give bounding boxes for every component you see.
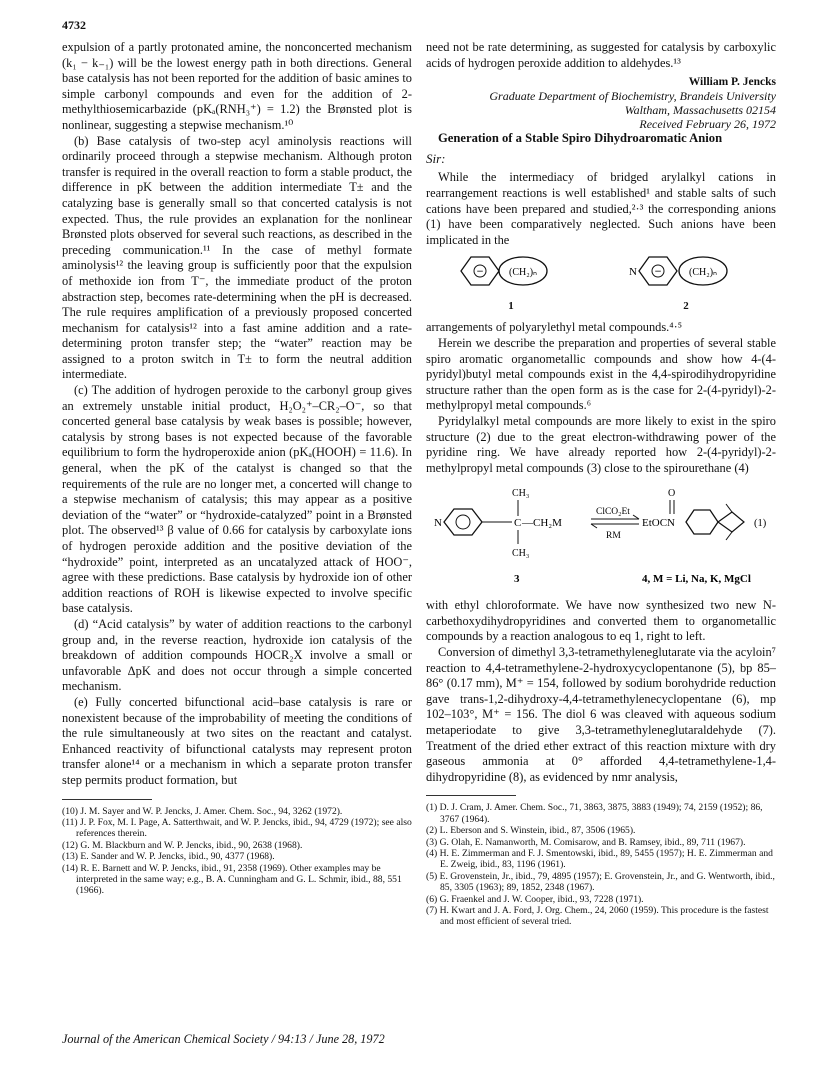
footnote-divider <box>426 795 516 796</box>
compound-number: 1 <box>508 299 514 312</box>
reference-item: (12) G. M. Blackburn and W. P. Jencks, ibid., 90, 2638 (1968). <box>62 839 303 851</box>
reference-item: (11) J. P. Fox, M. I. Page, A. Satterthwait, and W. P. Jencks, ibid., 94, 4729 (1972); see also references therein. <box>62 816 412 840</box>
reference-item: (6) G. Fraenkel and J. W. Cooper, ibid., 93, 7228 (1971). <box>426 893 644 905</box>
body-paragraph: Pyridylalkyl metal compounds are more likely to exist in the spiro structure (2) due to the great electron-withdrawing power of the pyridine ring. We have already reported how 2-(4-pyridyl)-2-methylpropyl metal compounds (3) close to the spirourethane (4) <box>426 413 776 475</box>
footnotes-left <box>62 806 412 897</box>
author-affiliation: Graduate Department of Biochemistry, Brandeis University <box>489 89 776 104</box>
ring-label: (CH₂)ₙ <box>688 267 718 279</box>
body-paragraph: need not be rate determining, as suggested for catalysis by carboxylic acids of hydrogen peroxide addition to aldehydes.¹³ <box>426 40 776 70</box>
body-paragraph: (e) Fully concerted bifunctional acid–base catalysis is rare or nonexistent because of the improbability of meeting the conditions of the rule simultaneously at two sites on the reactant and catalyst. Enhanced reactivity of bifunctional catalysts may represent proton transfer alone¹⁴ or a mechanism in which a separate proton transfer step permits product formation, but <box>62 694 412 787</box>
reference-item: (10) J. M. Sayer and W. P. Jencks, J. Amer. Chem. Soc., 94, 3262 (1972). <box>62 805 343 817</box>
page-number: 4732 <box>62 18 86 32</box>
structure-1 <box>451 253 571 314</box>
body-paragraph: While the intermediacy of bridged arylalkyl cations in rearrangement reactions is well established¹ and stable salts of such cations have been prepared and studied,²·³ the corresponding anions (1) have been comparatively neglected. Such anions have been implicated in the <box>426 170 776 247</box>
body-paragraph: Conversion of dimethyl 3,3-tetramethyleneglutarate via the acyloin⁷ reaction to 4,4-tetramethylene-2-hydroxycyclopentanone (5), bp 85–86° (0.17 mm), M⁺ = 154, followed by sodium borohydride reduction gave trans-1,2-dihydroxy-4,4-tetramethylenecyclopentane (6), mp 102–103°, M⁺ = 156. The diol 6 was cleaved with aqueous sodium metaperiodate to give 3,3-tetramethyleneglutaraldehyde (7). Treatment of the dried ether extract of this reaction mixture with dry gaseous ammonia at 0° afforded 4,4-tetramethylene-1,4-dihydropyridine (8), as evidenced by nmr analysis, <box>426 645 776 784</box>
reagent-bottom: RM <box>606 531 621 542</box>
reference-item: (1) D. J. Cram, J. Amer. Chem. Soc., 71, 3863, 3875, 3883 (1949); 74, 2159 (1952); 86, 3767 (1964). <box>426 802 763 825</box>
ring-label: (CH₂)ₙ <box>508 267 538 279</box>
reagent-top: ClCO₂Et <box>596 507 630 518</box>
body-paragraph: with ethyl chloroformate. We have now synthesized two new N-carbethoxydihydropyridines and converted them to organometallic compounds by a reaction analogous to eq 1, right to left. <box>426 598 776 644</box>
footnotes-right <box>426 802 776 927</box>
equation-1 <box>426 482 776 592</box>
reference-item: (5) E. Grovenstein, Jr., ibid., 79, 4895 (1957); E. Grovenstein, Jr., and G. Wentworth, ibid., 85, 3305 (1963); 89, 1852, 2348 (1967). <box>426 870 775 894</box>
reference-item: (4) H. E. Zimmerman and F. J. Smentowski, ibid., 89, 5455 (1957); H. E. Zimmerman and E. Zweig, ibid., 83, 1196 (1961). <box>426 848 773 871</box>
structures-figure <box>426 256 776 314</box>
body-paragraph: (c) The addition of hydrogen peroxide to the carbonyl group gives an extremely unstable initial product, H₂O₂⁺–CR₂–O⁻, so that concerted general base catalysis by weak bases is possible; however, catalysis by strong bases is not expected because of the favorable equilibrium to form the hydroperoxide anion (pKₐ(HOOH) = 11.6). In general, when the pK of the catalyst is changed so that the requirements of the rule are no longer met, a concerted will change to a stepwise mechanism of catalysis; this may appear as a positive deviation of the “water” or “hydroxide-catalyzed” point in a Brønsted plot. The observed¹³ β value of 0.66 for catalysis by carboxylate ions of hydrogen peroxide addition and the positive deviation of the “hydroxide” point, interpreted as an uncatalyzed attack of HOO⁻, agree with these predictions. Base catalysis by hydroxide ion of other addition reactions of ROH is likewise expected to involve specific base catalysis. <box>62 383 412 616</box>
equation-number: (1) <box>754 518 767 530</box>
body-paragraph: (d) “Acid catalysis” by water of addition reactions to the carbonyl group and, in the reverse reaction, hydroxide ion catalysis of the breakdown of addition compounds HOCR₂X involve a small or unfavorable ΔpK and does not occur through a simple concerted mechanism. <box>62 616 412 694</box>
right-column <box>426 40 776 928</box>
body-paragraph: (b) Base catalysis of two-step acyl aminolysis reactions will ordinarily proceed through a stepwise mechanism. Although proton transfer is required in the overall reaction to form a stable product, the difference in pK between the addition intermediate T± and the catalyzing base is generally small so that concerted catalysis is not expected. Thus, the rule provides an explanation for the nonlinear Brønsted plots observed for several such reactions, as described in the preceding communication.¹¹ In the case of methyl formate aminolysis¹² the leaving group is sufficiently poor that the expulsion of methoxide ion from T⁻, the immediate product of the proton abstraction step, becomes rate-determining when the pH is decreased. The rule requires amplification of a previously proposed concerted mechanism for catalysis¹² into a fast amine addition and a rate-determining proton transfer step; the “water” reaction may be assigned to a proton switch in T± to form the neutral addition intermediate. <box>62 133 412 382</box>
reference-item: (13) E. Sander and W. P. Jencks, ibid., 90, 4377 (1968). <box>62 851 275 863</box>
body-paragraph: Herein we describe the preparation and properties of several stable spiro aromatic organometallic compounds and show how 4-(4-pyridyl)butyl metal compounds exist in the 4,4-spirodihydropyridine structure rather than the open form as is the case for 2-(4-pyridyl)-2-methylpropyl metal compounds.⁶ <box>426 335 776 413</box>
spiro-dihydropyridine-diagram <box>621 253 751 289</box>
svg-text:−: − <box>654 267 662 278</box>
methyl-top: CH₃ <box>512 488 530 500</box>
reference-item: (14) R. E. Barnett and W. P. Jencks, ibid., 91, 2358 (1969). Other examples may be interpreted in the same way; e.g., B. A. Cunningham and G. L. Schmir, ibid., 88, 551 (1966). <box>62 862 402 897</box>
spiro-anion-diagram <box>451 253 571 289</box>
compound-number: 2 <box>683 299 689 312</box>
quaternary-c: C <box>514 517 522 530</box>
nitrogen-label: N <box>629 266 637 279</box>
svg-text:−: − <box>476 267 484 278</box>
left-column <box>62 40 412 897</box>
author-signature <box>426 75 776 131</box>
carbonyl-o: O <box>668 488 676 500</box>
reference-item: (3) G. Olah, E. Namanworth, M. Comisarow, and B. Ramsey, ibid., 89, 711 (1967). <box>426 836 746 848</box>
reaction-scheme <box>426 482 776 592</box>
footnote-divider <box>62 799 152 800</box>
pyridine-n: N <box>434 517 442 530</box>
article-title: Generation of a Stable Spiro Dihydroaromatic Anion <box>438 131 723 146</box>
salutation: Sir: <box>426 150 446 166</box>
body-paragraph: arrangements of polyarylethyl metal compounds.⁴·⁵ <box>426 320 683 335</box>
structure-2 <box>621 253 751 314</box>
author-name: William P. Jencks <box>688 76 776 89</box>
reference-item: (7) H. Kwart and J. A. Ford, J. Org. Chem., 24, 2060 (1959). This procedure is the fastest and most efficient of several tried. <box>426 905 769 928</box>
body-paragraph: expulsion of a partly protonated amine, the nonconcerted mechanism (k₁ − k₋₁) will be the lowest energy path in both directions. General base catalysis has not been reported for the addition of basic amines to simple carbonyl compounds and even for the addition of 2-methylthiosemicarbazide (pKₐ(RNH₃⁺) = 1.2) the Brønsted plot is nonlinear, suggesting a stepwise mechanism.¹⁰ <box>62 40 412 132</box>
author-address: Waltham, Massachusetts 02154 <box>624 103 776 118</box>
reference-item: (2) L. Eberson and S. Winstein, ibid., 87, 3506 (1965). <box>426 825 636 837</box>
methyl-bottom: CH₃ <box>512 548 530 560</box>
received-date: Received February 26, 1972 <box>639 117 776 132</box>
compound-number: 3 <box>514 573 520 586</box>
journal-footer: Journal of the American Chemical Society / 94:13 / June 28, 1972 <box>62 1032 385 1046</box>
chain-label: —CH₂M <box>522 517 562 530</box>
urethane-label: EtOCN <box>642 517 675 530</box>
compound-number: 4, M = Li, Na, K, MgCl <box>642 573 751 586</box>
